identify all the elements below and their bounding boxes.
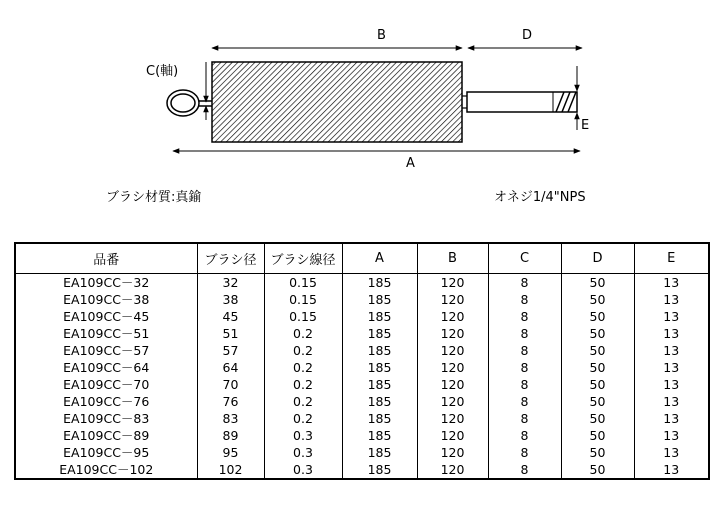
table-cell: EA109CC－89	[15, 427, 197, 444]
table-cell: 185	[342, 359, 417, 376]
table-cell: 83	[197, 410, 264, 427]
table-cell: 50	[561, 274, 634, 292]
table-cell: 0.2	[264, 359, 342, 376]
table-cell: 102	[197, 461, 264, 479]
table-row	[15, 325, 709, 342]
table-cell: EA109CC－51	[15, 325, 197, 342]
table-cell: 120	[417, 291, 488, 308]
table-cell: 120	[417, 274, 488, 292]
table-cell: 0.2	[264, 342, 342, 359]
threaded-stem	[462, 92, 577, 112]
table-cell: 120	[417, 444, 488, 461]
table-cell: 13	[634, 274, 709, 292]
table-cell: 13	[634, 308, 709, 325]
label-d: D	[522, 28, 533, 43]
table-cell: 45	[197, 308, 264, 325]
header-d: D	[561, 243, 634, 274]
table-cell: 0.2	[264, 325, 342, 342]
table-cell: EA109CC－45	[15, 308, 197, 325]
table-row	[15, 274, 709, 292]
table-cell: 0.15	[264, 308, 342, 325]
table-cell: 185	[342, 274, 417, 292]
thread-note: オネジ1/4"NPS	[494, 190, 586, 205]
table-cell: 185	[342, 308, 417, 325]
table-cell: EA109CC－102	[15, 461, 197, 479]
table-cell: 0.15	[264, 291, 342, 308]
table-cell: 13	[634, 291, 709, 308]
table-cell: 120	[417, 410, 488, 427]
table-cell: 0.2	[264, 376, 342, 393]
table-cell: 50	[561, 342, 634, 359]
table-cell: 38	[197, 291, 264, 308]
table-cell: 120	[417, 359, 488, 376]
label-b: B	[377, 28, 386, 43]
table-cell: 50	[561, 410, 634, 427]
table-cell: 8	[488, 444, 561, 461]
label-a: A	[406, 156, 415, 171]
table-row	[15, 308, 709, 325]
brush-drawing	[0, 0, 721, 215]
shaft-ring	[167, 90, 212, 116]
table-cell: 8	[488, 342, 561, 359]
table-cell: 13	[634, 427, 709, 444]
table-cell: 50	[561, 359, 634, 376]
table-cell: 57	[197, 342, 264, 359]
table-cell: EA109CC－32	[15, 274, 197, 292]
table-row	[15, 444, 709, 461]
table-cell: 0.3	[264, 461, 342, 479]
table-row	[15, 376, 709, 393]
header-wire-diameter: ブラシ線径	[264, 243, 342, 274]
table-cell: 120	[417, 342, 488, 359]
table-cell: 50	[561, 325, 634, 342]
table-cell: 50	[561, 393, 634, 410]
spec-table	[14, 242, 710, 480]
table-cell: 13	[634, 342, 709, 359]
table-cell: 50	[561, 461, 634, 479]
table-row	[15, 359, 709, 376]
table-cell: 13	[634, 444, 709, 461]
table-cell: 185	[342, 342, 417, 359]
brush-body	[212, 62, 462, 142]
table-cell: 50	[561, 427, 634, 444]
table-row	[15, 342, 709, 359]
material-note: ブラシ材質:真鍮	[106, 190, 202, 205]
table-cell: 120	[417, 308, 488, 325]
table-cell: 0.15	[264, 274, 342, 292]
table-body	[15, 274, 709, 480]
table-cell: EA109CC－83	[15, 410, 197, 427]
table-cell: 185	[342, 427, 417, 444]
table-cell: 0.2	[264, 393, 342, 410]
table-cell: EA109CC－38	[15, 291, 197, 308]
table-cell: 50	[561, 308, 634, 325]
table-cell: 8	[488, 325, 561, 342]
table-cell: 13	[634, 376, 709, 393]
header-c: C	[488, 243, 561, 274]
table-cell: 185	[342, 376, 417, 393]
table-cell: 185	[342, 410, 417, 427]
table-cell: 185	[342, 325, 417, 342]
table-cell: 89	[197, 427, 264, 444]
table-cell: 70	[197, 376, 264, 393]
header-a: A	[342, 243, 417, 274]
table-cell: 0.2	[264, 410, 342, 427]
header-part-number: 品番	[15, 243, 197, 274]
label-c: C(軸)	[146, 64, 179, 79]
table-cell: 8	[488, 376, 561, 393]
table-cell: 13	[634, 410, 709, 427]
table-cell: 51	[197, 325, 264, 342]
brush-dimension-diagram	[0, 0, 721, 215]
header-brush-diameter: ブラシ径	[197, 243, 264, 274]
header-b: B	[417, 243, 488, 274]
table-row	[15, 427, 709, 444]
table-cell: 185	[342, 461, 417, 479]
table-cell: 64	[197, 359, 264, 376]
table-cell: EA109CC－76	[15, 393, 197, 410]
table-cell: 8	[488, 427, 561, 444]
table-cell: 120	[417, 376, 488, 393]
table-row	[15, 410, 709, 427]
table-cell: 8	[488, 308, 561, 325]
table-cell: 13	[634, 393, 709, 410]
table-cell: 0.3	[264, 427, 342, 444]
table-cell: 50	[561, 291, 634, 308]
table-cell: 8	[488, 410, 561, 427]
table-cell: 8	[488, 359, 561, 376]
label-e: E	[581, 118, 590, 133]
table-cell: 8	[488, 291, 561, 308]
table-cell: EA109CC－95	[15, 444, 197, 461]
table-cell: 50	[561, 376, 634, 393]
table-row	[15, 461, 709, 479]
table-cell: 13	[634, 461, 709, 479]
table-cell: EA109CC－64	[15, 359, 197, 376]
table-cell: 76	[197, 393, 264, 410]
table-cell: EA109CC－70	[15, 376, 197, 393]
table-header-row	[15, 243, 709, 274]
table-cell: 8	[488, 274, 561, 292]
table-cell: 32	[197, 274, 264, 292]
table-row	[15, 291, 709, 308]
table-row	[15, 393, 709, 410]
table-cell: 95	[197, 444, 264, 461]
table-cell: 120	[417, 427, 488, 444]
table-cell: 8	[488, 393, 561, 410]
header-e: E	[634, 243, 709, 274]
table-cell: 185	[342, 291, 417, 308]
table-cell: 0.3	[264, 444, 342, 461]
table-cell: 120	[417, 393, 488, 410]
table-cell: 120	[417, 325, 488, 342]
table-cell: 50	[561, 444, 634, 461]
table-cell: 185	[342, 444, 417, 461]
table-cell: 120	[417, 461, 488, 479]
table-cell: 13	[634, 359, 709, 376]
table-cell: 13	[634, 325, 709, 342]
table-cell: 8	[488, 461, 561, 479]
table-cell: 185	[342, 393, 417, 410]
table-cell: EA109CC－57	[15, 342, 197, 359]
